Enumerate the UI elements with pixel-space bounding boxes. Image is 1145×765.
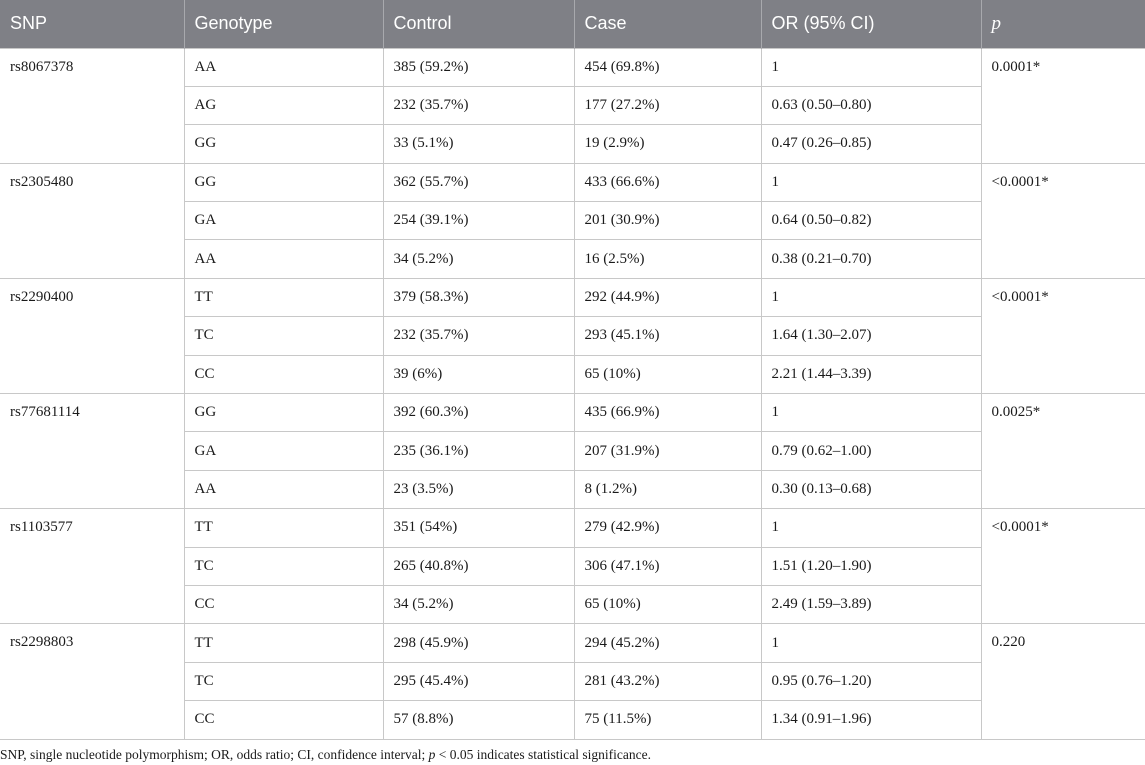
header-genotype: Genotype xyxy=(184,0,383,48)
odds-ratio-cell: 0.38 (0.21–0.70) xyxy=(761,240,981,278)
control-cell: 254 (39.1%) xyxy=(383,202,574,240)
genotype-cell: AA xyxy=(184,470,383,508)
genotype-cell: TT xyxy=(184,509,383,547)
odds-ratio-cell: 1.34 (0.91–1.96) xyxy=(761,701,981,739)
odds-ratio-cell: 1.64 (1.30–2.07) xyxy=(761,317,981,355)
snp-cell: rs77681114 xyxy=(0,394,184,509)
snp-cell: rs2290400 xyxy=(0,278,184,393)
case-cell: 65 (10%) xyxy=(574,585,761,623)
control-cell: 33 (5.1%) xyxy=(383,125,574,163)
control-cell: 392 (60.3%) xyxy=(383,394,574,432)
table-row xyxy=(0,624,1145,662)
control-cell: 295 (45.4%) xyxy=(383,662,574,700)
control-cell: 385 (59.2%) xyxy=(383,48,574,86)
case-cell: 8 (1.2%) xyxy=(574,470,761,508)
case-cell: 177 (27.2%) xyxy=(574,86,761,124)
p-value-cell: 0.220 xyxy=(981,624,1145,739)
genotype-cell: GG xyxy=(184,394,383,432)
control-cell: 362 (55.7%) xyxy=(383,163,574,201)
p-value-cell: 0.0001* xyxy=(981,48,1145,163)
genotype-cell: TT xyxy=(184,278,383,316)
control-cell: 298 (45.9%) xyxy=(383,624,574,662)
snp-cell: rs2305480 xyxy=(0,163,184,278)
genotype-cell: CC xyxy=(184,585,383,623)
case-cell: 433 (66.6%) xyxy=(574,163,761,201)
genotype-cell: CC xyxy=(184,701,383,739)
odds-ratio-cell: 0.30 (0.13–0.68) xyxy=(761,470,981,508)
control-cell: 23 (3.5%) xyxy=(383,470,574,508)
case-cell: 293 (45.1%) xyxy=(574,317,761,355)
control-cell: 232 (35.7%) xyxy=(383,86,574,124)
genotype-cell: GG xyxy=(184,125,383,163)
control-cell: 39 (6%) xyxy=(383,355,574,393)
control-cell: 351 (54%) xyxy=(383,509,574,547)
odds-ratio-cell: 0.64 (0.50–0.82) xyxy=(761,202,981,240)
genotype-cell: CC xyxy=(184,355,383,393)
footnote-p-symbol: p xyxy=(428,747,436,762)
snp-cell: rs8067378 xyxy=(0,48,184,163)
control-cell: 235 (36.1%) xyxy=(383,432,574,470)
header-p-value: p xyxy=(981,0,1145,48)
p-value-cell: <0.0001* xyxy=(981,278,1145,393)
genotype-cell: TT xyxy=(184,624,383,662)
odds-ratio-cell: 1 xyxy=(761,163,981,201)
genotype-cell: GA xyxy=(184,202,383,240)
header-snp: SNP xyxy=(0,0,184,48)
genotype-cell: TC xyxy=(184,317,383,355)
p-value-cell: 0.0025* xyxy=(981,394,1145,509)
case-cell: 279 (42.9%) xyxy=(574,509,761,547)
genotype-cell: AA xyxy=(184,240,383,278)
case-cell: 19 (2.9%) xyxy=(574,125,761,163)
table-row xyxy=(0,163,1145,201)
case-cell: 292 (44.9%) xyxy=(574,278,761,316)
p-value-cell: <0.0001* xyxy=(981,509,1145,624)
case-cell: 201 (30.9%) xyxy=(574,202,761,240)
control-cell: 232 (35.7%) xyxy=(383,317,574,355)
odds-ratio-cell: 0.79 (0.62–1.00) xyxy=(761,432,981,470)
table-row xyxy=(0,278,1145,316)
odds-ratio-cell: 1 xyxy=(761,278,981,316)
odds-ratio-cell: 1 xyxy=(761,48,981,86)
odds-ratio-cell: 0.47 (0.26–0.85) xyxy=(761,125,981,163)
table-row xyxy=(0,394,1145,432)
table-row xyxy=(0,48,1145,86)
odds-ratio-cell: 1 xyxy=(761,394,981,432)
case-cell: 281 (43.2%) xyxy=(574,662,761,700)
case-cell: 294 (45.2%) xyxy=(574,624,761,662)
case-cell: 306 (47.1%) xyxy=(574,547,761,585)
control-cell: 379 (58.3%) xyxy=(383,278,574,316)
table-footnote xyxy=(0,747,651,763)
odds-ratio-cell: 1 xyxy=(761,509,981,547)
header-control: Control xyxy=(383,0,574,48)
header-case: Case xyxy=(574,0,761,48)
header-odds-ratio: OR (95% CI) xyxy=(761,0,981,48)
genotype-cell: AA xyxy=(184,48,383,86)
genotype-cell: TC xyxy=(184,547,383,585)
case-cell: 435 (66.9%) xyxy=(574,394,761,432)
odds-ratio-cell: 1.51 (1.20–1.90) xyxy=(761,547,981,585)
control-cell: 34 (5.2%) xyxy=(383,240,574,278)
genotype-cell: AG xyxy=(184,86,383,124)
genotype-cell: GA xyxy=(184,432,383,470)
footnote-text-before: SNP, single nucleotide polymorphism; OR, odds ratio; CI, confidence interval; xyxy=(0,747,429,762)
case-cell: 75 (11.5%) xyxy=(574,701,761,739)
case-cell: 454 (69.8%) xyxy=(574,48,761,86)
case-cell: 65 (10%) xyxy=(574,355,761,393)
control-cell: 57 (8.8%) xyxy=(383,701,574,739)
control-cell: 265 (40.8%) xyxy=(383,547,574,585)
snp-cell: rs2298803 xyxy=(0,624,184,739)
snp-cell: rs1103577 xyxy=(0,509,184,624)
case-cell: 207 (31.9%) xyxy=(574,432,761,470)
table-body xyxy=(0,48,1145,739)
case-cell: 16 (2.5%) xyxy=(574,240,761,278)
odds-ratio-cell: 2.49 (1.59–3.89) xyxy=(761,585,981,623)
genotype-cell: TC xyxy=(184,662,383,700)
odds-ratio-cell: 2.21 (1.44–3.39) xyxy=(761,355,981,393)
odds-ratio-cell: 0.63 (0.50–0.80) xyxy=(761,86,981,124)
odds-ratio-cell: 0.95 (0.76–1.20) xyxy=(761,662,981,700)
table-header-row xyxy=(0,0,1145,48)
odds-ratio-cell: 1 xyxy=(761,624,981,662)
p-value-cell: <0.0001* xyxy=(981,163,1145,278)
genotype-cell: GG xyxy=(184,163,383,201)
footnote-text-after: < 0.05 indicates statistical significance. xyxy=(435,747,652,762)
table-row xyxy=(0,509,1145,547)
control-cell: 34 (5.2%) xyxy=(383,585,574,623)
